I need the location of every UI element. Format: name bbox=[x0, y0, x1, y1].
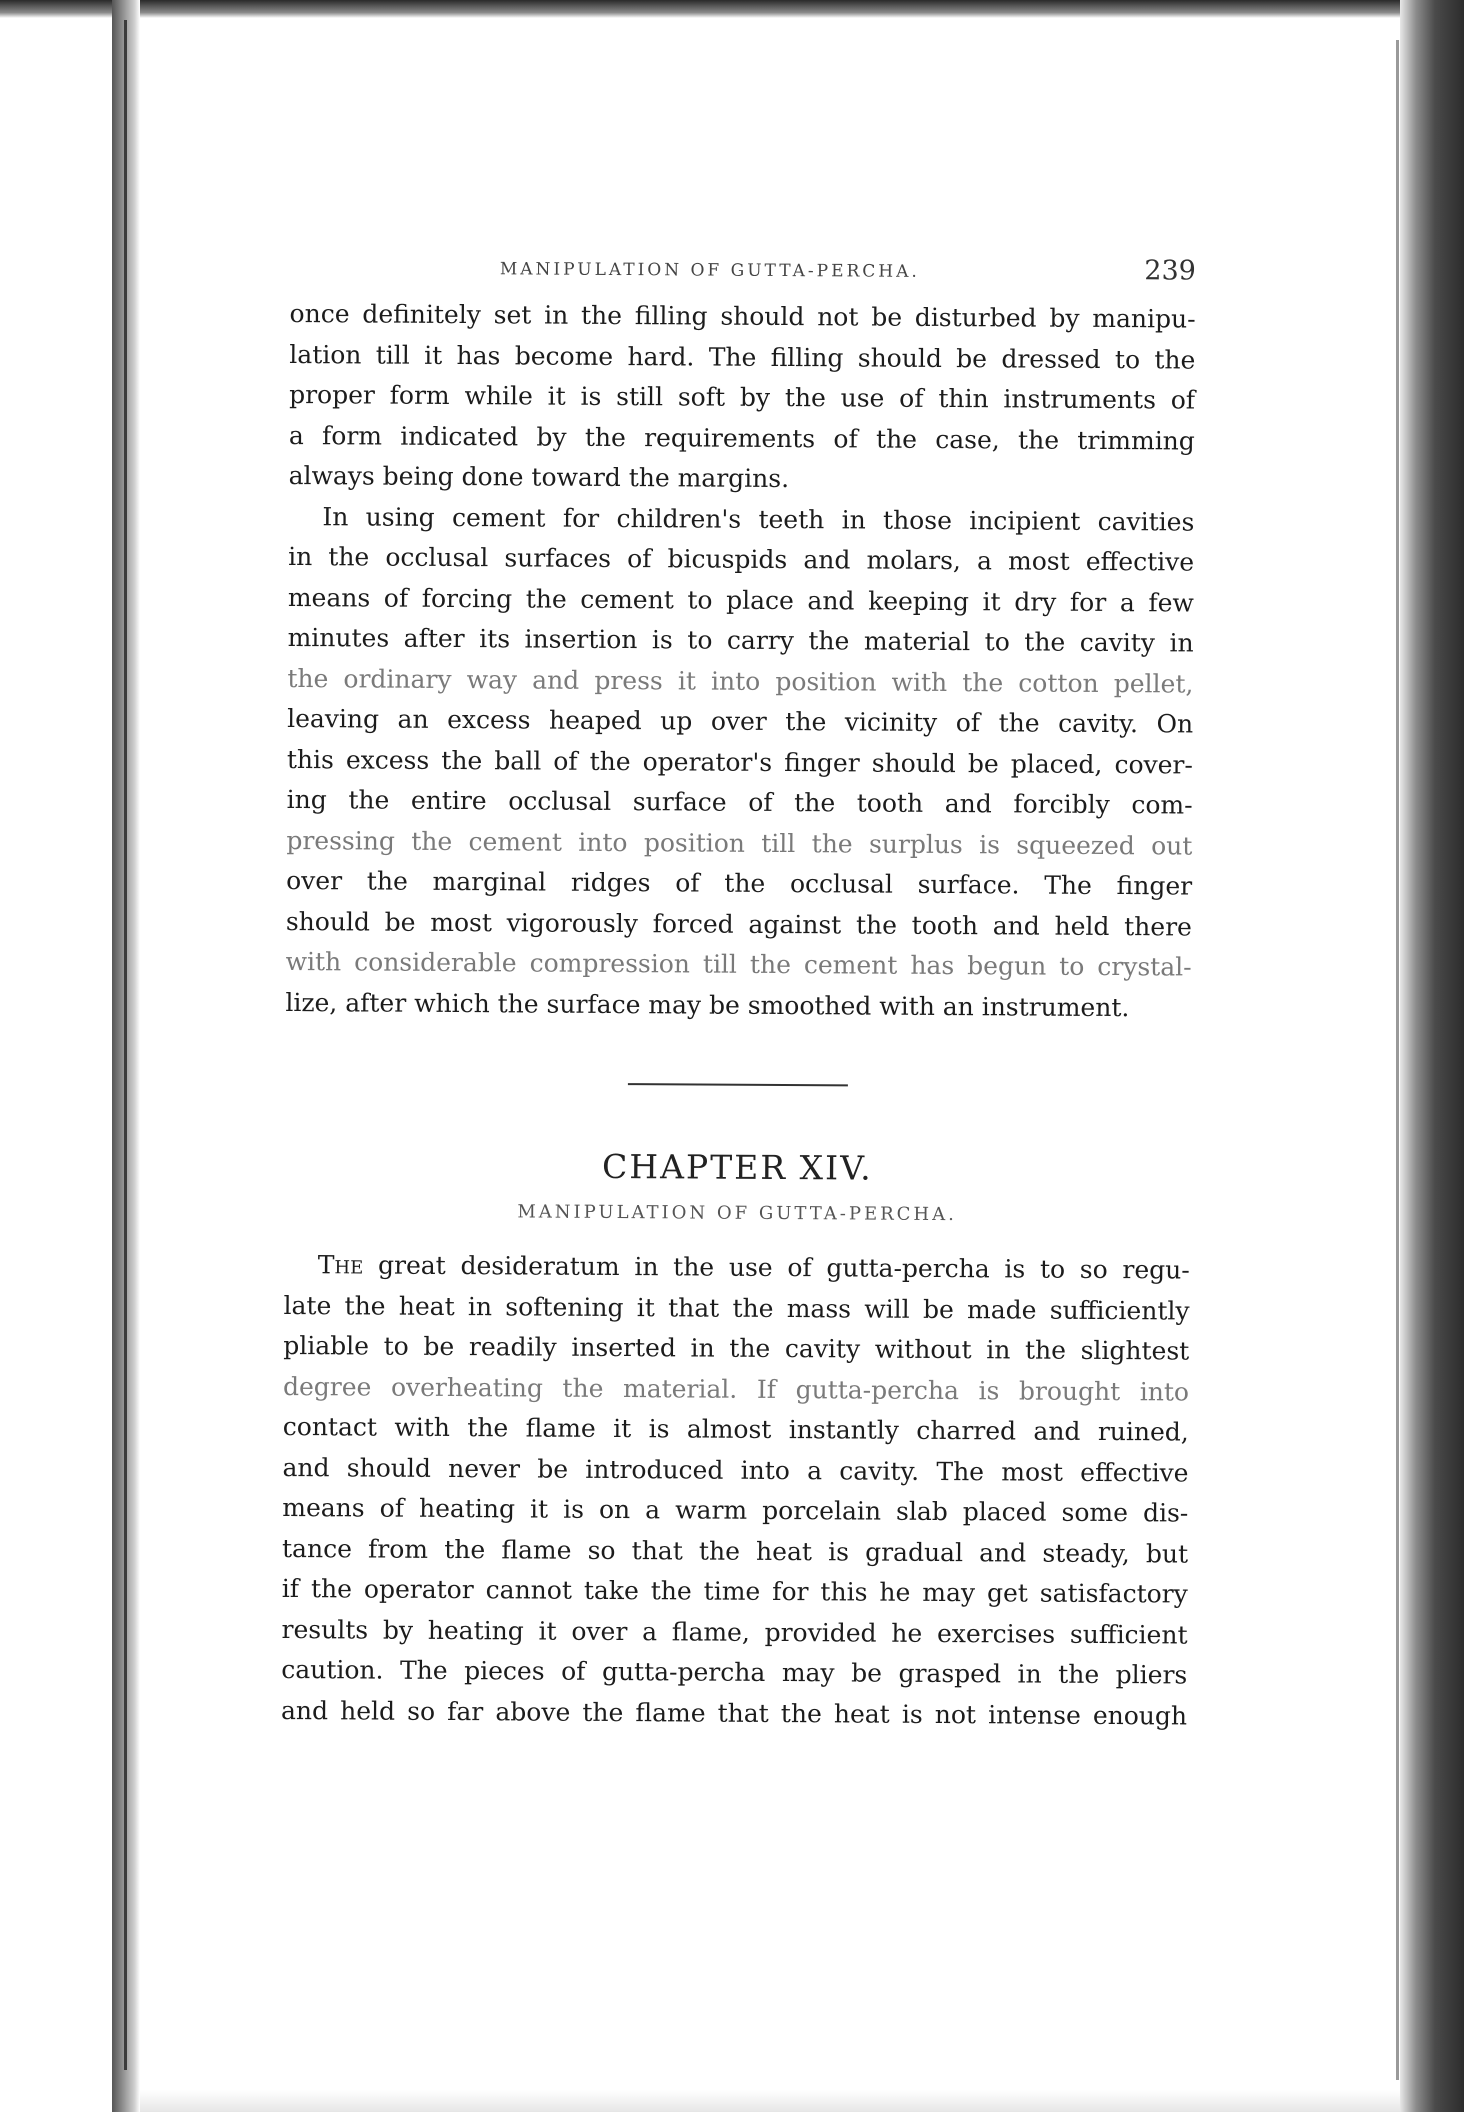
text-line: and should never be introduced into a cavity. The most effective bbox=[282, 1452, 1189, 1488]
text-line: caution. The pieces of gutta-percha may be grasped in the pliers bbox=[281, 1654, 1188, 1690]
text-line: once definitely set in the filling should not be disturbed by manipu- bbox=[289, 298, 1196, 334]
text-line: late the heat in softening it that the mass will be made sufficiently bbox=[283, 1290, 1190, 1326]
continuation-paragraph bbox=[288, 294, 1195, 502]
scan-top-border bbox=[0, 0, 1464, 18]
section-divider bbox=[628, 1083, 848, 1086]
text-line: means of forcing the cement to place and keeping it dry for a few bbox=[287, 582, 1194, 618]
page-edge-line bbox=[1396, 40, 1399, 2080]
text-line: proper form while it is still soft by the use of thin instruments of bbox=[289, 379, 1196, 415]
page-number: 239 bbox=[1144, 255, 1196, 287]
gutter-line bbox=[124, 20, 127, 2070]
chapter-paragraph bbox=[281, 1245, 1190, 1737]
page-content bbox=[281, 250, 1196, 1737]
text-line: results by heating it over a flame, provided he exercises sufficient bbox=[281, 1614, 1188, 1650]
text-line: in the occlusal surfaces of bicuspids and molars, a most effective bbox=[288, 541, 1195, 577]
text-line: tance from the flame so that the heat is gradual and steady, but bbox=[281, 1533, 1189, 1569]
text-line: always being done toward the margins. bbox=[288, 460, 790, 494]
text-line: over the marginal ridges of the occlusal surface. The finger bbox=[286, 865, 1193, 901]
text-line: leaving an excess heaped up over the vicinity of the cavity. On bbox=[287, 703, 1194, 739]
opening-word: The bbox=[317, 1250, 364, 1280]
text-line: means of heating it is on a warm porcelain slab placed some dis- bbox=[282, 1492, 1189, 1528]
text-line: should be most vigorously forced against the tooth and held there bbox=[285, 906, 1192, 942]
bottom-shadow bbox=[140, 2090, 1400, 2112]
text-line: a form indicated by the requirements of the case, the trimming bbox=[288, 420, 1195, 456]
text-line bbox=[284, 1245, 1190, 1291]
chapter-title: CHAPTER XIV. bbox=[601, 1146, 873, 1188]
text-line: the ordinary way and press it into position with the cotton pellet, bbox=[287, 663, 1194, 699]
running-head-title: MANIPULATION OF GUTTA-PERCHA. bbox=[499, 259, 920, 282]
text-line: minutes after its insertion is to carry the material to the cavity in bbox=[287, 622, 1194, 658]
text-line: degree overheating the material. If gutta-percha is brought into bbox=[282, 1371, 1190, 1407]
text-line: contact with the flame it is almost instantly charred and ruined, bbox=[282, 1411, 1189, 1447]
text-line: if the operator cannot take the time for this he may get satisfactory bbox=[281, 1573, 1188, 1609]
cement-paragraph bbox=[285, 496, 1194, 1028]
text-line: pliable to be readily inserted in the cavity without in the slightest bbox=[283, 1330, 1190, 1366]
text-line: lation till it has become hard. The filling should be dressed to the bbox=[289, 339, 1196, 375]
text-line: pressing the cement into position till the surplus is squeezed out bbox=[286, 825, 1193, 861]
text-line: with considerable compression till the cement has begun to crystal- bbox=[285, 946, 1192, 982]
text-line: and held so far above the flame that the heat is not intense enough bbox=[280, 1695, 1188, 1731]
text-line: In using cement for children's teeth in those incipient cavities bbox=[322, 501, 1195, 537]
opening-line-text: great desideratum in the use of gutta-percha is to so regu- bbox=[377, 1250, 1190, 1285]
text-line: this excess the ball of the operator's finger should be placed, cover- bbox=[286, 744, 1193, 780]
text-line: ing the entire occlusal surface of the tooth and forcibly com- bbox=[286, 784, 1193, 820]
running-head bbox=[290, 250, 1196, 300]
page-stack-edge bbox=[1400, 0, 1464, 2112]
text-line: lize, after which the surface may be smoothed with an instrument. bbox=[285, 987, 1130, 1022]
chapter-subtitle: MANIPULATION OF GUTTA-PERCHA. bbox=[517, 1201, 957, 1226]
